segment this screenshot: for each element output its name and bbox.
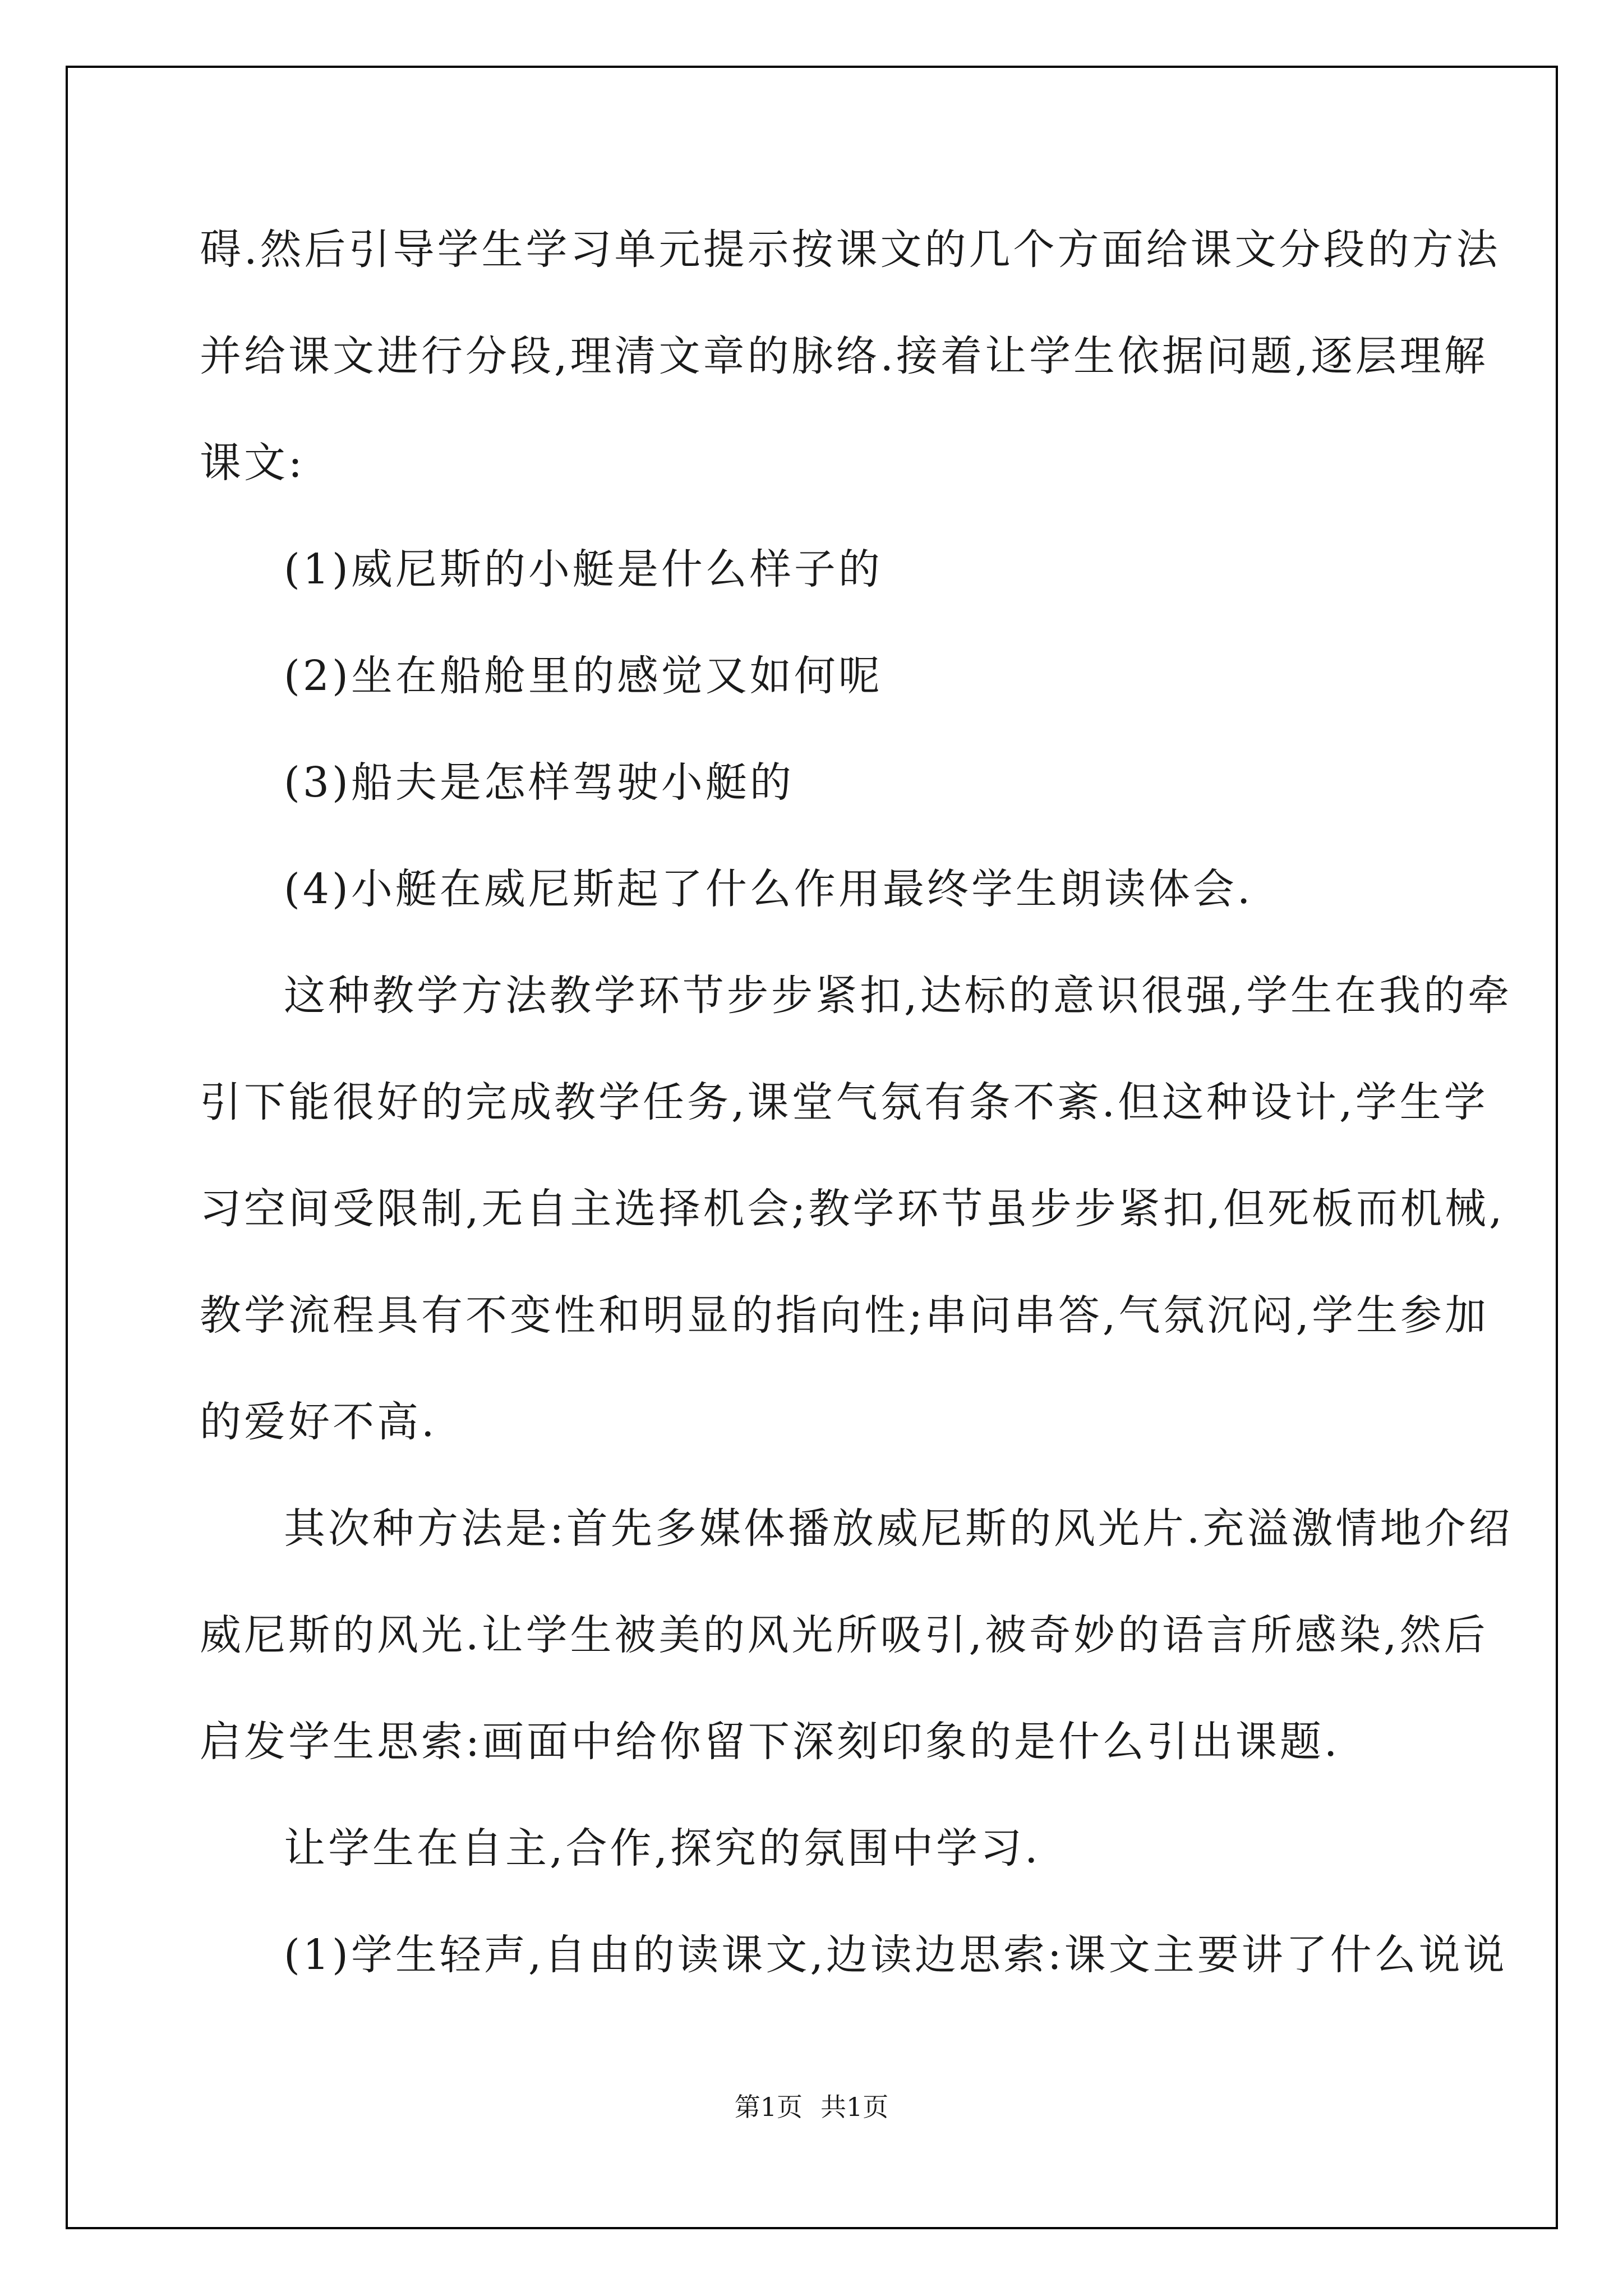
- text-line: 并给课文进行分段,理清文章的脉络.接着让学生依据问题,逐层理解: [200, 332, 1488, 380]
- list-item: (1)威尼斯的小艇是什么样子的: [284, 545, 883, 593]
- page-number: 第1页: [734, 2092, 803, 2122]
- page-footer: [0, 2087, 1623, 2124]
- text-line: 课文:: [200, 439, 305, 487]
- list-item: (4)小艇在威尼斯起了什么作用最终学生朗读体会.: [284, 865, 1253, 913]
- text-line: 引下能很好的完成教学任务,课堂气氛有条不紊.但这种设计,学生学: [200, 1078, 1488, 1126]
- page-total: 共1页: [820, 2092, 889, 2122]
- page-border: [66, 66, 1558, 2229]
- list-item: (3)船夫是怎样驾驶小艇的: [284, 758, 794, 807]
- text-line: 威尼斯的风光.让学生被美的风光所吸引,被奇妙的语言所感染,然后: [200, 1611, 1488, 1659]
- text-line: 教学流程具有不变性和明显的指向性;串问串答,气氛沉闷,学生参加: [200, 1291, 1489, 1340]
- list-item: (2)坐在船舱里的感觉又如何呢: [284, 652, 883, 700]
- text-line: 的爱好不高.: [200, 1398, 437, 1446]
- text-line: 启发学生思索:画面中给你留下深刻印象的是什么引出课题.: [200, 1718, 1340, 1766]
- text-line: 习空间受限制,无自主选择机会;教学环节虽步步紧扣,但死板而机械,: [200, 1185, 1505, 1233]
- paragraph-start: 这种教学方法教学环节步步紧扣,达标的意识很强,学生在我的牵: [284, 972, 1513, 1020]
- paragraph-start: 让学生在自主,合作,探究的氛围中学习.: [284, 1824, 1041, 1872]
- text-line: 碍.然后引导学生学习单元提示按课文的几个方面给课文分段的方法: [200, 226, 1501, 274]
- list-item: (1)学生轻声,自由的读课文,边读边思索:课文主要讲了什么说说: [284, 1931, 1507, 1979]
- paragraph-start: 其次种方法是:首先多媒体播放威尼斯的风光片.充溢激情地介绍: [284, 1504, 1513, 1553]
